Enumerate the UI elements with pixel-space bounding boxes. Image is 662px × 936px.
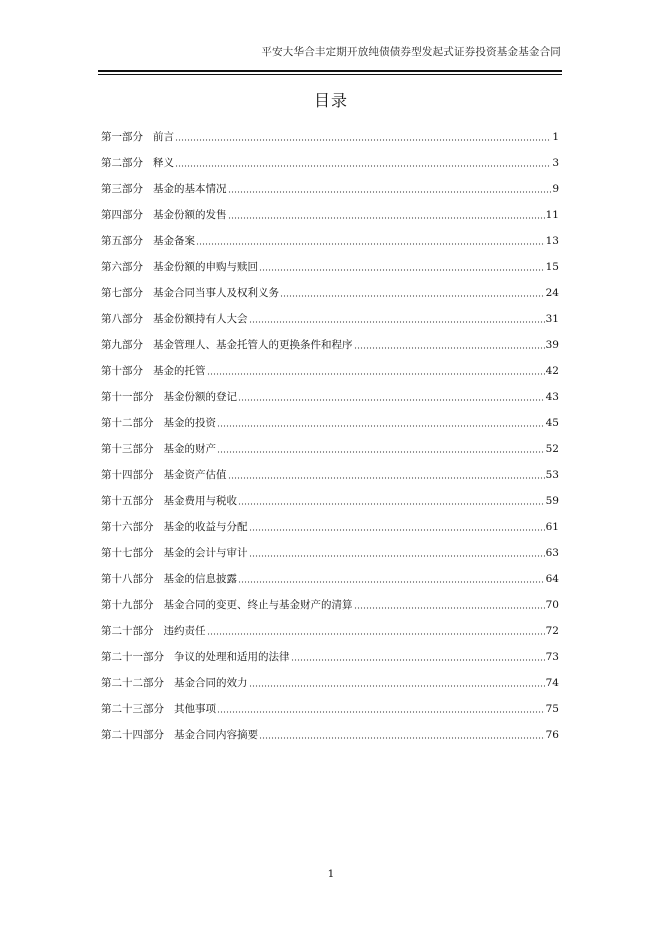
toc-entry-part: 第二十部分 bbox=[101, 625, 154, 637]
toc-entry-part: 第五部分 bbox=[101, 235, 143, 247]
toc-dot-leader bbox=[175, 139, 551, 141]
toc-entry-name: 基金的会计与审计 bbox=[163, 547, 248, 559]
toc-dot-leader bbox=[259, 269, 545, 271]
toc-dot-leader bbox=[249, 555, 545, 557]
toc-entry[interactable] bbox=[101, 534, 559, 560]
toc-entry-part: 第十五部分 bbox=[101, 495, 154, 507]
toc-entry-page-number: 52 bbox=[545, 443, 559, 455]
toc-entry-part: 第十一部分 bbox=[101, 391, 154, 403]
toc-entry-name: 基金的投资 bbox=[163, 417, 216, 429]
toc-entry-part: 第十六部分 bbox=[101, 521, 154, 533]
toc-entry-part: 第十部分 bbox=[101, 365, 143, 377]
toc-entry-page-number: 31 bbox=[545, 313, 559, 325]
toc-entry-name: 基金合同的效力 bbox=[174, 677, 248, 689]
toc-entry-name: 基金份额持有人大会 bbox=[153, 313, 248, 325]
document-header-title: 平安大华合丰定期开放纯债债券型发起式证券投资基金基金合同 bbox=[261, 46, 561, 58]
toc-entry[interactable] bbox=[101, 508, 559, 534]
toc-entry-part: 第一部分 bbox=[101, 131, 143, 143]
toc-entry-page-number: 43 bbox=[545, 391, 559, 403]
toc-entry-part: 第十八部分 bbox=[101, 573, 154, 585]
toc-entry-name: 基金管理人、基金托管人的更换条件和程序 bbox=[153, 339, 353, 351]
toc-entry-page-number: 1 bbox=[552, 131, 559, 143]
toc-dot-leader bbox=[354, 347, 545, 349]
toc-entry-name: 基金份额的发售 bbox=[153, 209, 227, 221]
toc-entry-part: 第三部分 bbox=[101, 183, 143, 195]
toc-dot-leader bbox=[228, 477, 545, 479]
toc-entry-name: 其他事项 bbox=[174, 703, 216, 715]
toc-entry-part: 第二十四部分 bbox=[101, 729, 164, 741]
toc-entry-name: 基金的财产 bbox=[163, 443, 216, 455]
toc-entry-part: 第十九部分 bbox=[101, 599, 154, 611]
toc-entry-part: 第七部分 bbox=[101, 287, 143, 299]
toc-entry[interactable] bbox=[101, 430, 559, 456]
toc-entry-part: 第二部分 bbox=[101, 157, 143, 169]
toc-entry-page-number: 13 bbox=[545, 235, 559, 247]
toc-entry-name: 基金份额的申购与赎回 bbox=[153, 261, 258, 273]
toc-entry-page-number: 11 bbox=[545, 209, 559, 221]
toc-entry-name: 基金份额的登记 bbox=[163, 391, 237, 403]
toc-entry-part: 第二十三部分 bbox=[101, 703, 164, 715]
toc-entry-page-number: 63 bbox=[545, 547, 559, 559]
toc-dot-leader bbox=[238, 503, 545, 505]
toc-entry[interactable] bbox=[101, 170, 559, 196]
toc-dot-leader bbox=[249, 529, 545, 531]
toc-dot-leader bbox=[217, 451, 545, 453]
toc-entry[interactable] bbox=[101, 144, 559, 170]
toc-entry-part: 第八部分 bbox=[101, 313, 143, 325]
toc-entry-part: 第十二部分 bbox=[101, 417, 154, 429]
toc-entry-page-number: 73 bbox=[545, 651, 559, 663]
toc-entry-page-number: 70 bbox=[545, 599, 559, 611]
toc-entry-page-number: 42 bbox=[545, 365, 559, 377]
toc-dot-leader bbox=[259, 737, 545, 739]
toc-entry[interactable] bbox=[101, 300, 559, 326]
toc-entry-page-number: 24 bbox=[545, 287, 559, 299]
toc-dot-leader bbox=[249, 321, 545, 323]
toc-entry-page-number: 72 bbox=[545, 625, 559, 637]
toc-title: 目录 bbox=[313, 91, 348, 110]
toc-entry[interactable] bbox=[101, 586, 559, 612]
toc-entry-name: 基金的基本情况 bbox=[153, 183, 227, 195]
toc-entry-page-number: 74 bbox=[545, 677, 559, 689]
toc-entry[interactable] bbox=[101, 482, 559, 508]
toc-entry-name: 释义 bbox=[153, 157, 174, 169]
toc-entry[interactable] bbox=[101, 404, 559, 430]
toc-dot-leader bbox=[175, 165, 551, 167]
toc-dot-leader bbox=[238, 399, 545, 401]
toc-entry-name: 基金合同当事人及权利义务 bbox=[153, 287, 279, 299]
toc-entry-part: 第二十一部分 bbox=[101, 651, 164, 663]
toc-entry-name: 基金的收益与分配 bbox=[163, 521, 248, 533]
toc-entry-name: 基金的信息披露 bbox=[163, 573, 237, 585]
toc-entry[interactable] bbox=[101, 378, 559, 404]
toc-entry-name: 基金的托管 bbox=[153, 365, 206, 377]
toc-entry-name: 基金合同的变更、终止与基金财产的清算 bbox=[163, 599, 353, 611]
toc-entry-page-number: 76 bbox=[545, 729, 559, 741]
toc-entry-page-number: 75 bbox=[545, 703, 559, 715]
toc-entry[interactable] bbox=[101, 560, 559, 586]
toc-entry-part: 第十四部分 bbox=[101, 469, 154, 481]
toc-dot-leader bbox=[217, 425, 545, 427]
toc-entry-name: 基金费用与税收 bbox=[163, 495, 237, 507]
toc-dot-leader bbox=[291, 659, 545, 661]
toc-dot-leader bbox=[207, 373, 545, 375]
toc-entry-part: 第十三部分 bbox=[101, 443, 154, 455]
toc-entry-page-number: 53 bbox=[545, 469, 559, 481]
toc-entry-name: 违约责任 bbox=[163, 625, 206, 637]
toc-entry[interactable] bbox=[101, 612, 559, 638]
toc-entry-part: 第二十二部分 bbox=[101, 677, 164, 689]
toc-dot-leader bbox=[228, 191, 552, 193]
toc-entry[interactable] bbox=[101, 456, 559, 482]
toc-dot-leader bbox=[207, 633, 545, 635]
header-rule-thick bbox=[98, 70, 562, 72]
toc-entry[interactable] bbox=[101, 274, 559, 300]
toc-dot-leader bbox=[228, 217, 545, 219]
toc-dot-leader bbox=[238, 581, 545, 583]
toc-dot-leader bbox=[196, 243, 545, 245]
toc-entry-part: 第九部分 bbox=[101, 339, 143, 351]
toc-entry-part: 第十七部分 bbox=[101, 547, 154, 559]
toc-entry-page-number: 61 bbox=[545, 521, 559, 533]
toc-dot-leader bbox=[354, 607, 545, 609]
toc-entry-page-number: 9 bbox=[552, 183, 559, 195]
toc-list bbox=[101, 118, 559, 742]
toc-entry-page-number: 39 bbox=[545, 339, 559, 351]
toc-entry-part: 第六部分 bbox=[101, 261, 143, 273]
toc-entry-page-number: 59 bbox=[545, 495, 559, 507]
toc-entry[interactable] bbox=[101, 664, 559, 690]
toc-entry-page-number: 64 bbox=[545, 573, 559, 585]
toc-dot-leader bbox=[280, 295, 545, 297]
toc-dot-leader bbox=[249, 685, 545, 687]
toc-entry[interactable] bbox=[101, 690, 559, 716]
toc-entry[interactable] bbox=[101, 352, 559, 378]
toc-entry[interactable] bbox=[101, 118, 559, 144]
toc-entry-part: 第四部分 bbox=[101, 209, 143, 221]
toc-entry-page-number: 3 bbox=[552, 157, 559, 169]
toc-entry-page-number: 45 bbox=[545, 417, 559, 429]
toc-entry[interactable] bbox=[101, 222, 559, 248]
toc-entry-name: 前言 bbox=[153, 131, 174, 143]
toc-entry[interactable] bbox=[101, 196, 559, 222]
toc-entry-name: 争议的处理和适用的法律 bbox=[174, 651, 290, 663]
toc-dot-leader bbox=[217, 711, 545, 713]
toc-entry-page-number: 15 bbox=[545, 261, 559, 273]
toc-entry-name: 基金资产估值 bbox=[163, 469, 227, 481]
toc-entry[interactable] bbox=[101, 326, 559, 352]
toc-entry[interactable] bbox=[101, 248, 559, 274]
header-rule-thin bbox=[98, 74, 562, 75]
toc-entry-name: 基金备案 bbox=[153, 235, 195, 247]
page-number: 1 bbox=[327, 868, 335, 880]
toc-entry[interactable] bbox=[101, 716, 559, 742]
toc-entry-name: 基金合同内容摘要 bbox=[174, 729, 258, 741]
toc-entry[interactable] bbox=[101, 638, 559, 664]
